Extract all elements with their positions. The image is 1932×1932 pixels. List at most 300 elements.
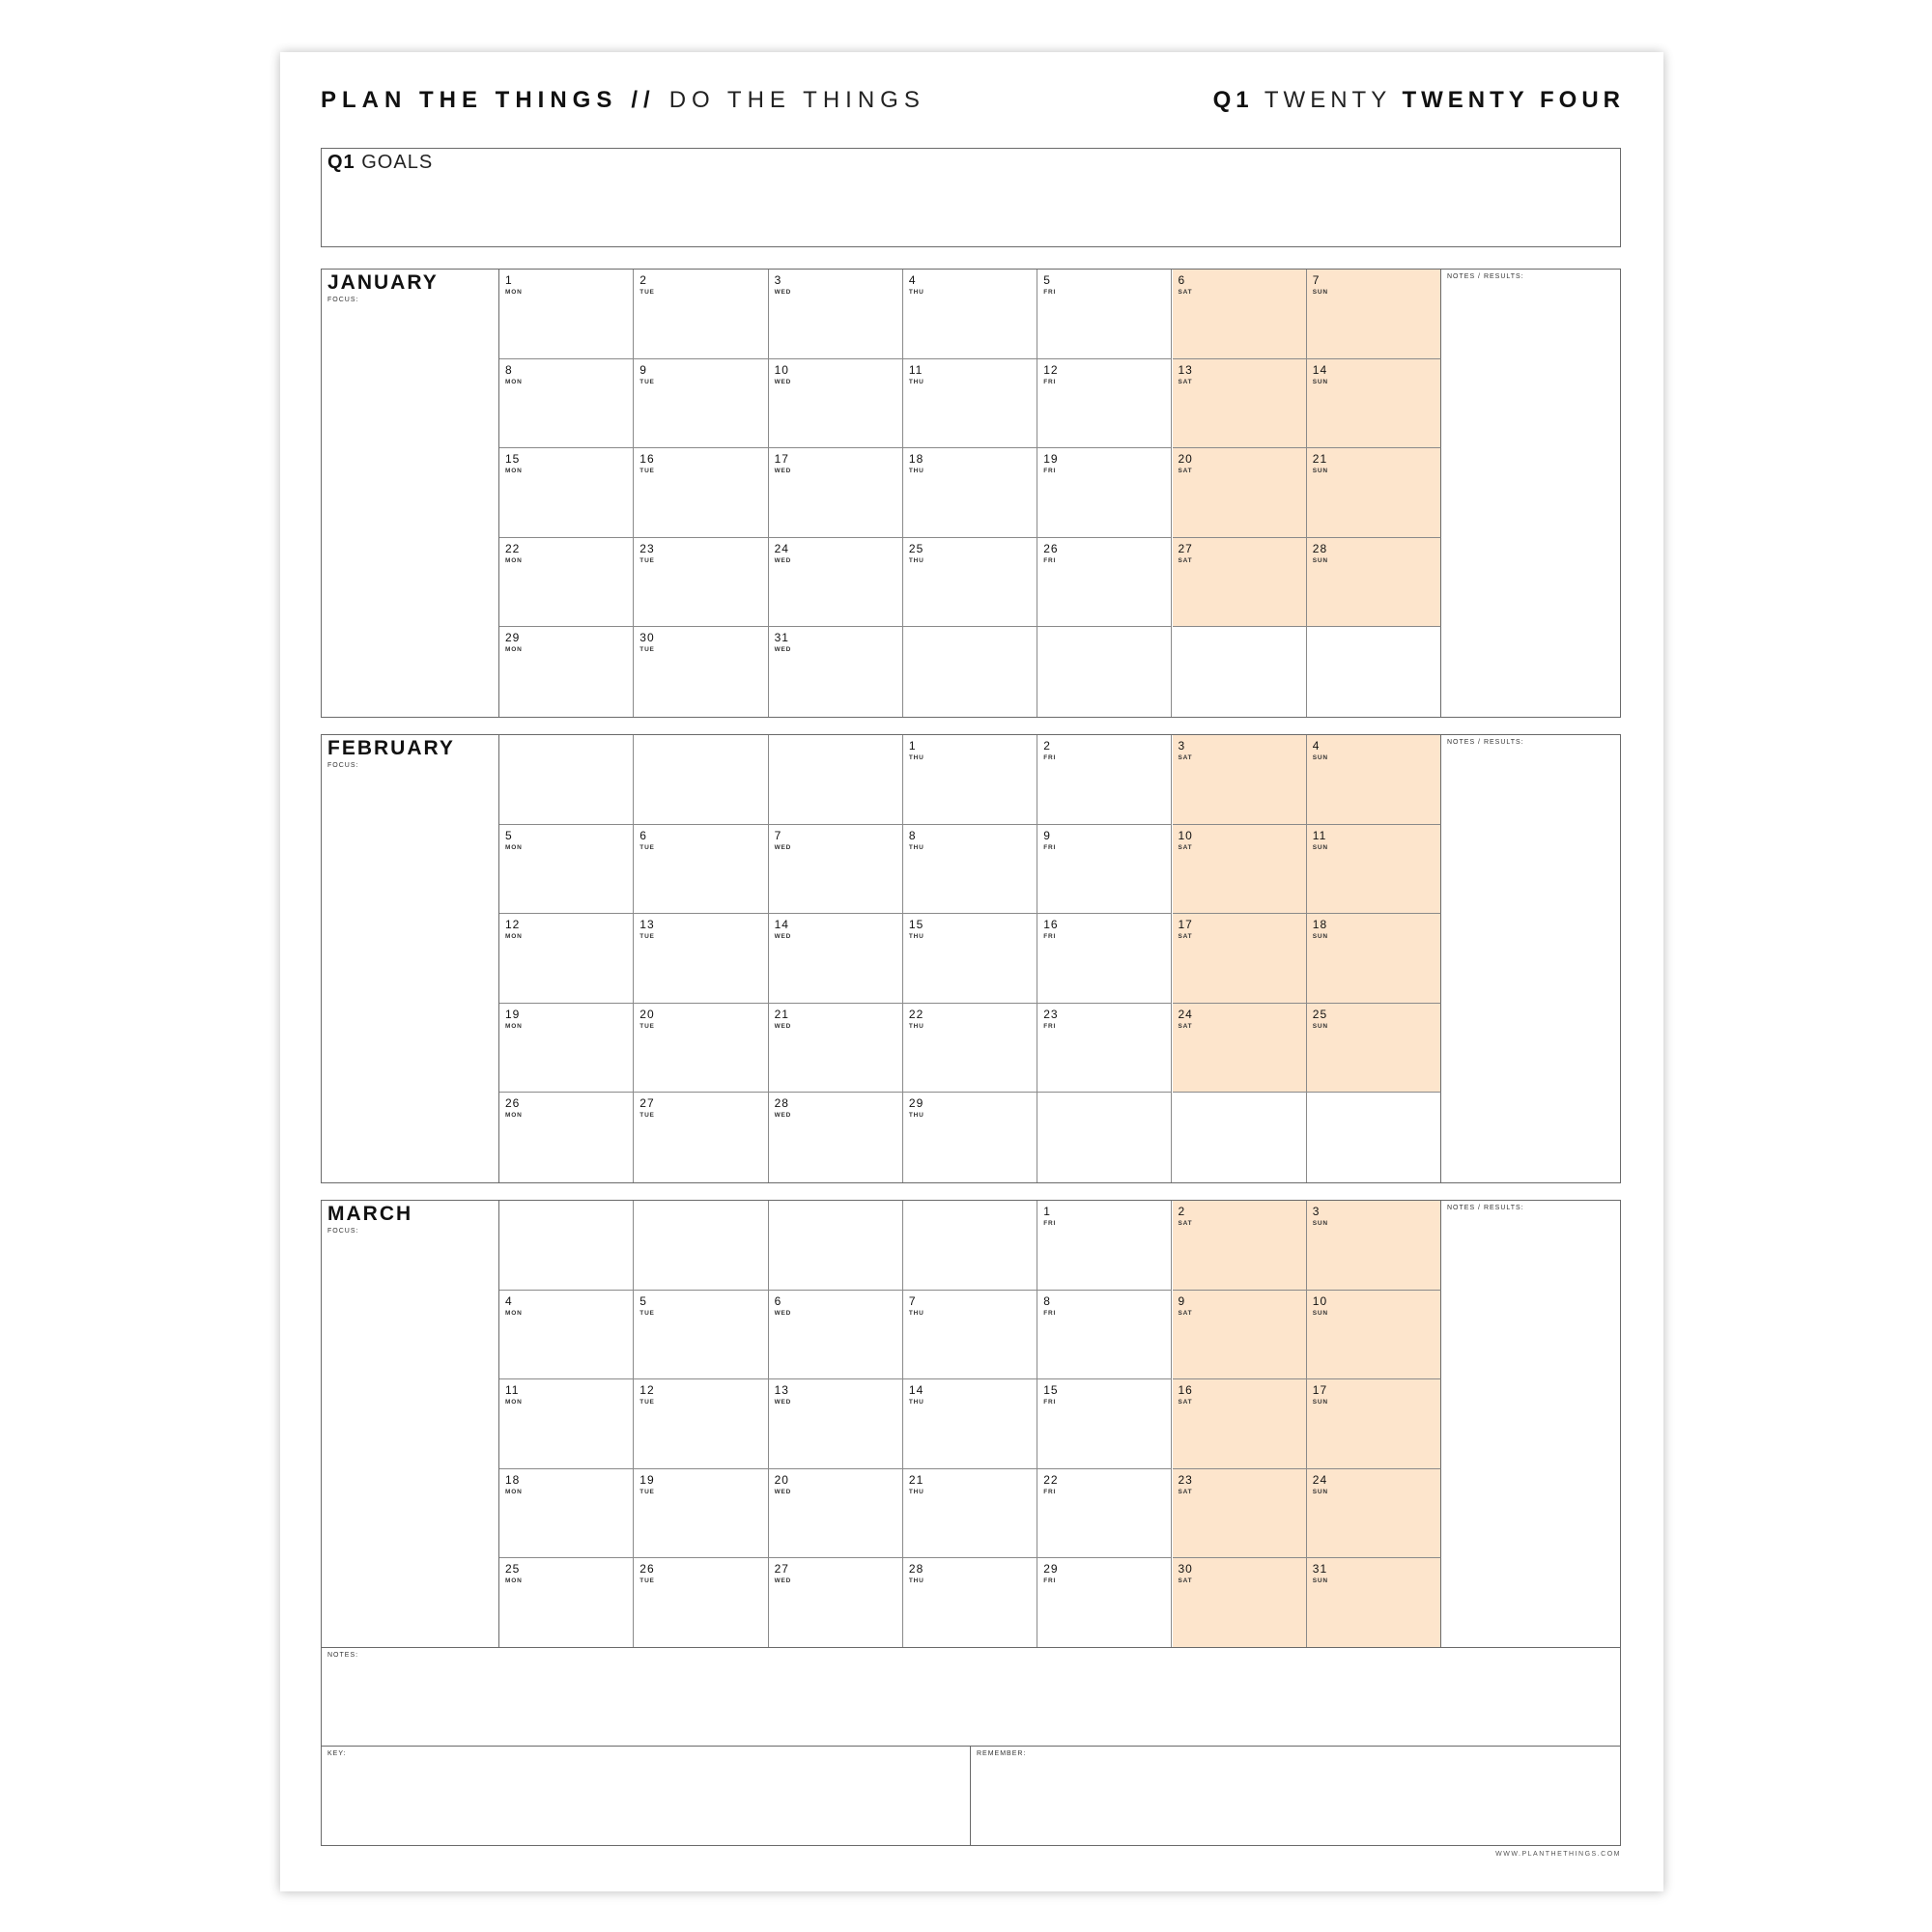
day-cell[interactable] xyxy=(769,1469,903,1559)
day-cell[interactable] xyxy=(1037,1558,1172,1648)
empty-day-cell[interactable] xyxy=(769,735,903,825)
day-number: 18 xyxy=(1312,918,1328,932)
day-number: 5 xyxy=(505,828,513,842)
day-cell[interactable] xyxy=(1037,1469,1172,1559)
day-cell[interactable] xyxy=(903,735,1037,825)
day-cell[interactable] xyxy=(634,1093,768,1182)
day-cell[interactable] xyxy=(769,825,903,915)
day-name: MON xyxy=(505,468,523,475)
day-cell[interactable] xyxy=(903,359,1037,449)
day-cell[interactable] xyxy=(499,538,634,628)
month-block-0 xyxy=(321,269,1621,718)
day-cell[interactable] xyxy=(1307,1558,1441,1648)
day-cell[interactable] xyxy=(1173,270,1307,359)
day-cell[interactable] xyxy=(903,270,1037,359)
day-cell[interactable] xyxy=(769,448,903,538)
day-cell[interactable] xyxy=(1173,1291,1307,1380)
day-cell[interactable] xyxy=(1307,1201,1441,1291)
day-cell[interactable] xyxy=(634,359,768,449)
day-cell[interactable] xyxy=(769,627,903,717)
day-name: MON xyxy=(505,933,523,941)
empty-day-cell[interactable] xyxy=(634,735,768,825)
day-name: SAT xyxy=(1178,1399,1193,1406)
day-cell[interactable] xyxy=(769,1379,903,1469)
day-number: 20 xyxy=(639,1007,655,1021)
day-number: 1 xyxy=(505,273,513,287)
day-name: SAT xyxy=(1178,468,1193,475)
day-name: MON xyxy=(505,1488,523,1495)
day-number: 21 xyxy=(774,1007,789,1021)
day-cell[interactable] xyxy=(1037,1379,1172,1469)
goals-label xyxy=(327,152,433,174)
day-cell[interactable] xyxy=(903,538,1037,628)
header-year-bold: TWENTY FOUR xyxy=(1402,87,1625,113)
day-cell[interactable] xyxy=(769,538,903,628)
day-name: THU xyxy=(908,1112,924,1120)
notes-results-label: NOTES / RESULTS: xyxy=(1447,1205,1524,1211)
day-cell[interactable] xyxy=(903,448,1037,538)
day-name: SAT xyxy=(1178,1022,1193,1030)
day-number: 8 xyxy=(908,828,917,842)
day-number: 4 xyxy=(505,1293,513,1308)
day-cell[interactable] xyxy=(499,1291,634,1380)
day-cell[interactable] xyxy=(903,1093,1037,1182)
day-cell[interactable] xyxy=(1173,538,1307,628)
day-name: FRI xyxy=(1043,378,1057,385)
day-name: TUE xyxy=(639,289,655,296)
day-cell[interactable] xyxy=(1037,735,1172,825)
day-number: 29 xyxy=(505,631,521,645)
day-number: 3 xyxy=(1178,739,1186,753)
day-name: FRI xyxy=(1043,933,1057,941)
day-number: 12 xyxy=(639,1383,655,1398)
day-cell[interactable] xyxy=(769,1291,903,1380)
day-cell[interactable] xyxy=(499,448,634,538)
header-right xyxy=(1213,87,1625,114)
notes-area[interactable] xyxy=(322,1648,1620,1747)
day-name: FRI xyxy=(1043,1577,1057,1585)
day-number: 19 xyxy=(1043,452,1059,467)
day-number: 8 xyxy=(505,362,513,377)
day-cell[interactable] xyxy=(1307,735,1441,825)
day-number: 7 xyxy=(908,1293,917,1308)
day-number: 21 xyxy=(1312,452,1328,467)
day-name: WED xyxy=(774,1577,792,1585)
empty-day-cell[interactable] xyxy=(1037,627,1172,717)
day-name: SAT xyxy=(1178,1577,1193,1585)
day-name: SUN xyxy=(1312,1022,1328,1030)
day-name: SAT xyxy=(1178,556,1193,564)
day-number: 24 xyxy=(1312,1472,1328,1487)
day-number: 15 xyxy=(505,452,521,467)
day-number: 17 xyxy=(1178,918,1193,932)
month-focus-area[interactable] xyxy=(322,1201,499,1648)
day-name: WED xyxy=(774,1399,792,1406)
day-cell[interactable] xyxy=(1173,359,1307,449)
day-name: SUN xyxy=(1312,1488,1328,1495)
day-cell[interactable] xyxy=(1037,914,1172,1004)
notes-results-label: NOTES / RESULTS: xyxy=(1447,273,1524,280)
day-name: SUN xyxy=(1312,1220,1328,1227)
header-left xyxy=(321,87,925,114)
header-year-light: TWENTY xyxy=(1264,87,1391,113)
day-name: MON xyxy=(505,843,523,851)
day-number: 23 xyxy=(1178,1472,1193,1487)
day-name: TUE xyxy=(639,1399,655,1406)
day-name: FRI xyxy=(1043,843,1057,851)
day-number: 6 xyxy=(774,1293,782,1308)
day-name: TUE xyxy=(639,1112,655,1120)
header-plan-text: PLAN THE THINGS xyxy=(321,87,618,113)
day-cell[interactable] xyxy=(1307,270,1441,359)
day-number: 13 xyxy=(1178,362,1193,377)
day-number: 26 xyxy=(639,1562,655,1577)
day-name: THU xyxy=(908,1309,924,1317)
day-name: MON xyxy=(505,378,523,385)
day-cell[interactable] xyxy=(1307,1004,1441,1094)
day-number: 27 xyxy=(639,1096,655,1111)
day-cell[interactable] xyxy=(499,1558,634,1648)
day-name: SAT xyxy=(1178,754,1193,761)
day-number: 18 xyxy=(908,452,924,467)
day-number: 25 xyxy=(1312,1007,1328,1021)
day-number: 19 xyxy=(505,1007,521,1021)
day-cell[interactable] xyxy=(1173,825,1307,915)
day-number: 1 xyxy=(908,739,917,753)
day-number: 7 xyxy=(774,828,782,842)
day-number: 18 xyxy=(505,1472,521,1487)
day-number: 4 xyxy=(908,273,917,287)
empty-day-cell[interactable] xyxy=(1307,1093,1441,1182)
day-cell[interactable] xyxy=(634,627,768,717)
day-number: 13 xyxy=(639,918,655,932)
day-cell[interactable] xyxy=(1037,1291,1172,1380)
day-name: WED xyxy=(774,933,792,941)
day-cell[interactable] xyxy=(634,448,768,538)
day-name: FRI xyxy=(1043,1399,1057,1406)
day-name: MON xyxy=(505,646,523,654)
focus-label: FOCUS: xyxy=(327,1228,359,1235)
day-number: 5 xyxy=(1043,273,1051,287)
day-name: THU xyxy=(908,468,924,475)
day-cell[interactable] xyxy=(634,1291,768,1380)
empty-day-cell[interactable] xyxy=(1173,1093,1307,1182)
day-cell[interactable] xyxy=(903,1379,1037,1469)
notes-results-label: NOTES / RESULTS: xyxy=(1447,739,1524,746)
day-cell[interactable] xyxy=(1173,735,1307,825)
day-number: 10 xyxy=(774,362,789,377)
day-number: 28 xyxy=(908,1562,924,1577)
empty-day-cell[interactable] xyxy=(1307,627,1441,717)
day-number: 12 xyxy=(1043,362,1059,377)
month-name: FEBRUARY xyxy=(327,737,455,759)
day-name: FRI xyxy=(1043,1220,1057,1227)
day-name: FRI xyxy=(1043,754,1057,761)
day-name: SAT xyxy=(1178,1309,1193,1317)
day-cell[interactable] xyxy=(1173,1469,1307,1559)
day-name: SUN xyxy=(1312,843,1328,851)
day-cell[interactable] xyxy=(903,1558,1037,1648)
day-number: 28 xyxy=(774,1096,789,1111)
day-cell[interactable] xyxy=(1037,270,1172,359)
day-number: 6 xyxy=(639,828,647,842)
day-cell[interactable] xyxy=(1307,359,1441,449)
day-cell[interactable] xyxy=(903,825,1037,915)
month-block-1 xyxy=(321,734,1621,1183)
day-number: 9 xyxy=(639,362,647,377)
day-name: WED xyxy=(774,289,792,296)
day-cell[interactable] xyxy=(634,1379,768,1469)
day-cell[interactable] xyxy=(1173,1558,1307,1648)
day-name: THU xyxy=(908,378,924,385)
day-name: MON xyxy=(505,1112,523,1120)
month-day-grid xyxy=(499,270,1441,717)
empty-day-cell[interactable] xyxy=(903,627,1037,717)
empty-day-cell[interactable] xyxy=(634,1201,768,1291)
day-name: TUE xyxy=(639,468,655,475)
day-cell[interactable] xyxy=(634,1469,768,1559)
day-number: 14 xyxy=(908,1383,924,1398)
day-number: 29 xyxy=(908,1096,924,1111)
focus-label: FOCUS: xyxy=(327,297,359,303)
day-name: SAT xyxy=(1178,1488,1193,1495)
day-name: MON xyxy=(505,1577,523,1585)
key-label: KEY: xyxy=(327,1750,347,1757)
day-cell[interactable] xyxy=(769,914,903,1004)
day-number: 9 xyxy=(1178,1293,1186,1308)
day-cell[interactable] xyxy=(903,1004,1037,1094)
day-cell[interactable] xyxy=(499,825,634,915)
day-cell[interactable] xyxy=(634,914,768,1004)
day-name: THU xyxy=(908,556,924,564)
day-name: THU xyxy=(908,754,924,761)
day-name: SAT xyxy=(1178,933,1193,941)
day-name: SUN xyxy=(1312,754,1328,761)
day-name: TUE xyxy=(639,843,655,851)
day-name: WED xyxy=(774,1309,792,1317)
empty-day-cell[interactable] xyxy=(499,1201,634,1291)
day-name: MON xyxy=(505,1309,523,1317)
day-cell[interactable] xyxy=(1037,538,1172,628)
day-cell[interactable] xyxy=(1037,1201,1172,1291)
day-number: 15 xyxy=(908,918,924,932)
day-name: TUE xyxy=(639,646,655,654)
day-number: 25 xyxy=(908,541,924,555)
day-number: 14 xyxy=(774,918,789,932)
day-name: WED xyxy=(774,468,792,475)
day-name: FRI xyxy=(1043,1309,1057,1317)
day-cell[interactable] xyxy=(1307,825,1441,915)
day-name: SUN xyxy=(1312,933,1328,941)
day-cell[interactable] xyxy=(634,270,768,359)
day-name: WED xyxy=(774,556,792,564)
notes-results-area[interactable] xyxy=(1441,735,1620,1182)
header-do-text: DO THE THINGS xyxy=(668,87,925,113)
day-number: 16 xyxy=(639,452,655,467)
day-name: FRI xyxy=(1043,289,1057,296)
day-number: 9 xyxy=(1043,828,1051,842)
day-number: 30 xyxy=(639,631,655,645)
day-cell[interactable] xyxy=(634,825,768,915)
day-cell[interactable] xyxy=(499,359,634,449)
day-name: TUE xyxy=(639,1488,655,1495)
remember-area[interactable] xyxy=(971,1747,1620,1845)
day-number: 27 xyxy=(1178,541,1193,555)
day-cell[interactable] xyxy=(1037,448,1172,538)
day-number: 26 xyxy=(1043,541,1059,555)
day-number: 29 xyxy=(1043,1562,1059,1577)
day-name: THU xyxy=(908,1577,924,1585)
day-cell[interactable] xyxy=(1307,448,1441,538)
day-name: SUN xyxy=(1312,1309,1328,1317)
day-cell[interactable] xyxy=(1307,1379,1441,1469)
day-cell[interactable] xyxy=(1307,1469,1441,1559)
day-cell[interactable] xyxy=(903,1291,1037,1380)
day-cell[interactable] xyxy=(1037,1004,1172,1094)
empty-day-cell[interactable] xyxy=(499,735,634,825)
day-name: SAT xyxy=(1178,843,1193,851)
day-cell[interactable] xyxy=(903,914,1037,1004)
day-number: 31 xyxy=(774,631,789,645)
day-cell[interactable] xyxy=(769,359,903,449)
day-cell[interactable] xyxy=(903,1469,1037,1559)
day-cell[interactable] xyxy=(1307,914,1441,1004)
day-name: THU xyxy=(908,933,924,941)
day-cell[interactable] xyxy=(499,1004,634,1094)
day-cell[interactable] xyxy=(634,1558,768,1648)
empty-day-cell[interactable] xyxy=(1037,1093,1172,1182)
focus-label: FOCUS: xyxy=(327,762,359,769)
day-number: 21 xyxy=(908,1472,924,1487)
day-cell[interactable] xyxy=(769,1558,903,1648)
day-number: 22 xyxy=(908,1007,924,1021)
day-cell[interactable] xyxy=(769,270,903,359)
day-name: WED xyxy=(774,1022,792,1030)
day-number: 7 xyxy=(1312,273,1321,287)
day-number: 23 xyxy=(639,541,655,555)
day-cell[interactable] xyxy=(499,914,634,1004)
day-number: 16 xyxy=(1043,918,1059,932)
day-name: FRI xyxy=(1043,468,1057,475)
day-number: 24 xyxy=(774,541,789,555)
day-name: TUE xyxy=(639,1577,655,1585)
day-name: WED xyxy=(774,1112,792,1120)
day-name: THU xyxy=(908,843,924,851)
day-number: 14 xyxy=(1312,362,1328,377)
day-cell[interactable] xyxy=(1307,1291,1441,1380)
day-name: SAT xyxy=(1178,1220,1193,1227)
month-focus-area[interactable] xyxy=(322,735,499,1182)
day-cell[interactable] xyxy=(769,1093,903,1182)
day-number: 24 xyxy=(1178,1007,1193,1021)
day-number: 1 xyxy=(1043,1205,1051,1218)
day-name: SAT xyxy=(1178,289,1193,296)
day-cell[interactable] xyxy=(634,538,768,628)
day-number: 3 xyxy=(1312,1205,1321,1218)
day-cell[interactable] xyxy=(1173,1201,1307,1291)
month-block-2 xyxy=(321,1200,1621,1649)
day-cell[interactable] xyxy=(499,1469,634,1559)
goals-box[interactable] xyxy=(321,148,1621,247)
day-cell[interactable] xyxy=(1173,1379,1307,1469)
day-number: 11 xyxy=(505,1383,520,1398)
notes-results-area[interactable] xyxy=(1441,1201,1620,1648)
day-number: 16 xyxy=(1178,1383,1193,1398)
day-cell[interactable] xyxy=(499,270,634,359)
day-number: 17 xyxy=(774,452,789,467)
day-cell[interactable] xyxy=(769,1004,903,1094)
day-number: 22 xyxy=(1043,1472,1059,1487)
day-number: 6 xyxy=(1178,273,1186,287)
day-name: THU xyxy=(908,1488,924,1495)
day-cell[interactable] xyxy=(634,1004,768,1094)
day-cell[interactable] xyxy=(499,1093,634,1182)
empty-day-cell[interactable] xyxy=(903,1201,1037,1291)
day-name: SAT xyxy=(1178,378,1193,385)
month-name: JANUARY xyxy=(327,271,439,294)
day-cell[interactable] xyxy=(499,627,634,717)
day-name: WED xyxy=(774,843,792,851)
day-number: 20 xyxy=(1178,452,1193,467)
day-name: SUN xyxy=(1312,378,1328,385)
day-cell[interactable] xyxy=(1173,448,1307,538)
day-number: 10 xyxy=(1178,828,1193,842)
goals-text: GOALS xyxy=(361,152,434,173)
day-number: 25 xyxy=(505,1562,521,1577)
day-name: THU xyxy=(908,289,924,296)
day-number: 28 xyxy=(1312,541,1328,555)
day-number: 27 xyxy=(774,1562,789,1577)
goals-quarter: Q1 xyxy=(327,152,355,173)
key-area[interactable] xyxy=(322,1747,971,1845)
day-cell[interactable] xyxy=(1037,825,1172,915)
day-cell[interactable] xyxy=(1307,538,1441,628)
day-cell[interactable] xyxy=(499,1379,634,1469)
day-number: 8 xyxy=(1043,1293,1051,1308)
day-name: MON xyxy=(505,1022,523,1030)
header-separator: // xyxy=(631,87,656,113)
month-focus-area[interactable] xyxy=(322,270,499,717)
empty-day-cell[interactable] xyxy=(769,1201,903,1291)
day-cell[interactable] xyxy=(1173,914,1307,1004)
day-name: FRI xyxy=(1043,1022,1057,1030)
day-name: TUE xyxy=(639,1022,655,1030)
day-number: 10 xyxy=(1312,1293,1328,1308)
day-name: MON xyxy=(505,1399,523,1406)
day-number: 19 xyxy=(639,1472,655,1487)
day-name: WED xyxy=(774,378,792,385)
day-name: FRI xyxy=(1043,1488,1057,1495)
bottom-notes-box xyxy=(321,1647,1621,1846)
day-number: 22 xyxy=(505,541,521,555)
empty-day-cell[interactable] xyxy=(1173,627,1307,717)
day-number: 4 xyxy=(1312,739,1321,753)
day-cell[interactable] xyxy=(1037,359,1172,449)
day-number: 26 xyxy=(505,1096,521,1111)
day-name: MON xyxy=(505,289,523,296)
notes-results-area[interactable] xyxy=(1441,270,1620,717)
day-name: WED xyxy=(774,1488,792,1495)
day-name: FRI xyxy=(1043,556,1057,564)
notes-label: NOTES: xyxy=(327,1652,359,1659)
day-name: SUN xyxy=(1312,556,1328,564)
day-cell[interactable] xyxy=(1173,1004,1307,1094)
day-number: 23 xyxy=(1043,1007,1059,1021)
day-name: SUN xyxy=(1312,289,1328,296)
day-number: 11 xyxy=(1312,828,1327,842)
day-number: 2 xyxy=(1043,739,1051,753)
day-number: 15 xyxy=(1043,1383,1059,1398)
